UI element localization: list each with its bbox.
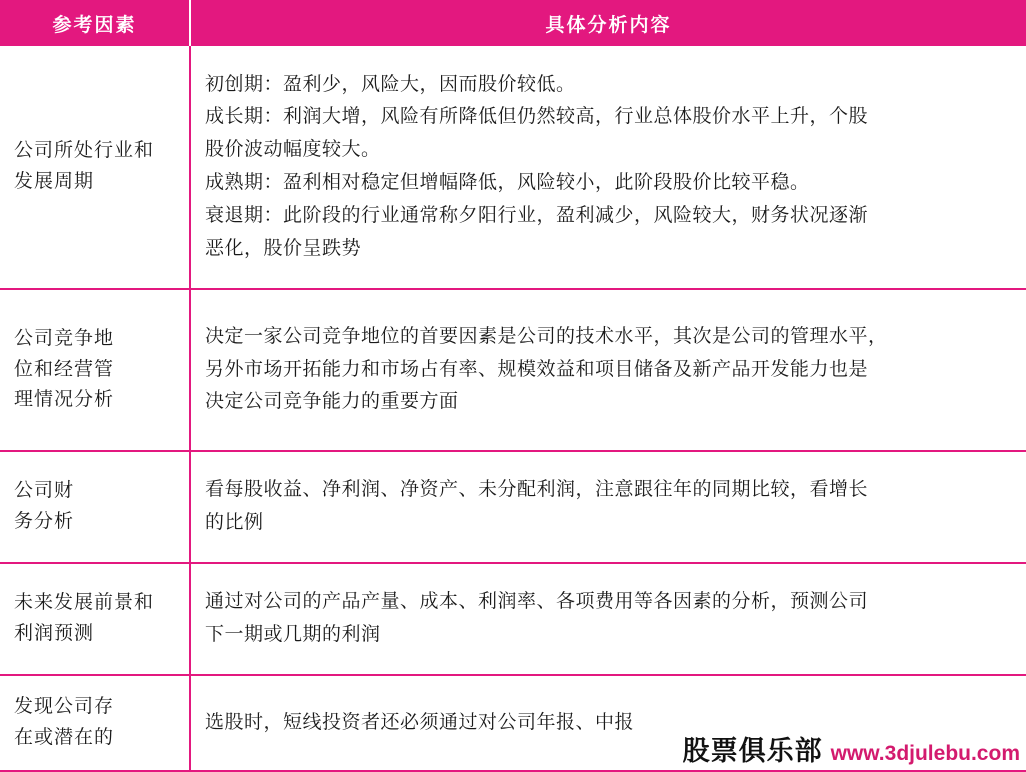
watermark-url: www.3djulebu.com — [830, 742, 1020, 765]
table-row — [0, 289, 1026, 451]
table-body — [0, 46, 1026, 771]
row-factor-cell — [0, 451, 190, 563]
factor-line: 务分析 — [14, 511, 75, 532]
factor-line: 公司竞争地 — [14, 327, 115, 349]
table-row — [0, 46, 1026, 289]
table-row — [0, 451, 1026, 563]
content-line: 通过对公司的产品产量、成本、利润率、各项费用等各因素的分析，预测公司 — [205, 591, 869, 613]
column-header-content: 具体分析内容 — [190, 0, 1026, 46]
column-header-factor: 参考因素 — [0, 0, 190, 46]
factor-line: 位和经营管 — [14, 358, 115, 380]
table-header-row — [0, 0, 1026, 46]
watermark-brand: 股票俱乐部 — [682, 736, 823, 766]
content-line: 的比例 — [205, 512, 264, 533]
row-factor-cell — [0, 46, 190, 289]
row-content-cell — [190, 46, 1026, 289]
factor-line: 利润预测 — [14, 623, 95, 644]
content-line: 成长期：利润大增，风险有所降低但仍然较高，行业总体股价水平上升，个股 — [205, 106, 869, 128]
factor-line: 未来发展前景和 — [14, 592, 155, 614]
content-line: 股价波动幅度较大。 — [205, 139, 381, 161]
factor-line: 发现公司存 — [14, 696, 115, 718]
content-line: 另外市场开拓能力和市场占有率、规模效益和项目储备及新产品开发能力也是 — [205, 358, 869, 380]
row-content-cell — [190, 289, 1026, 451]
factor-line: 发展周期 — [14, 171, 95, 192]
factor-line: 理情况分析 — [14, 389, 115, 411]
content-line: 恶化，股价呈跌势 — [205, 237, 362, 259]
factor-line: 在或潜在的 — [14, 727, 115, 748]
factor-line: 公司财 — [14, 480, 75, 502]
factor-line: 公司所处行业和 — [14, 140, 155, 162]
row-factor-cell — [0, 563, 190, 675]
content-line: 决定公司竞争能力的重要方面 — [205, 391, 459, 413]
content-line: 决定一家公司竞争地位的首要因素是公司的技术水平，其次是公司的管理水平， — [205, 325, 888, 347]
row-factor-cell — [0, 675, 190, 771]
table-row — [0, 563, 1026, 675]
content-line: 看每股收益、净利润、净资产、未分配利润，注意跟往年的同期比较，看增长 — [205, 479, 869, 501]
content-line: 成熟期：盈利相对稳定但增幅降低，风险较小，此阶段股价比较平稳。 — [205, 172, 810, 193]
content-line: 选股时，短线投资者还必须通过对公司年报、中报 — [205, 711, 635, 733]
content-line: 下一期或几期的利润 — [205, 624, 381, 645]
row-content-cell — [190, 563, 1026, 675]
table-row — [0, 675, 1026, 771]
row-content-cell — [190, 451, 1026, 563]
table-header — [0, 0, 1026, 46]
content-line: 初创期：盈利少，风险大，因而股价较低。 — [205, 73, 576, 95]
row-content-cell — [190, 675, 1026, 771]
row-factor-cell — [0, 289, 190, 451]
content-line: 衰退期：此阶段的行业通常称夕阳行业，盈利减少，风险较大，财务状况逐渐 — [205, 204, 869, 226]
